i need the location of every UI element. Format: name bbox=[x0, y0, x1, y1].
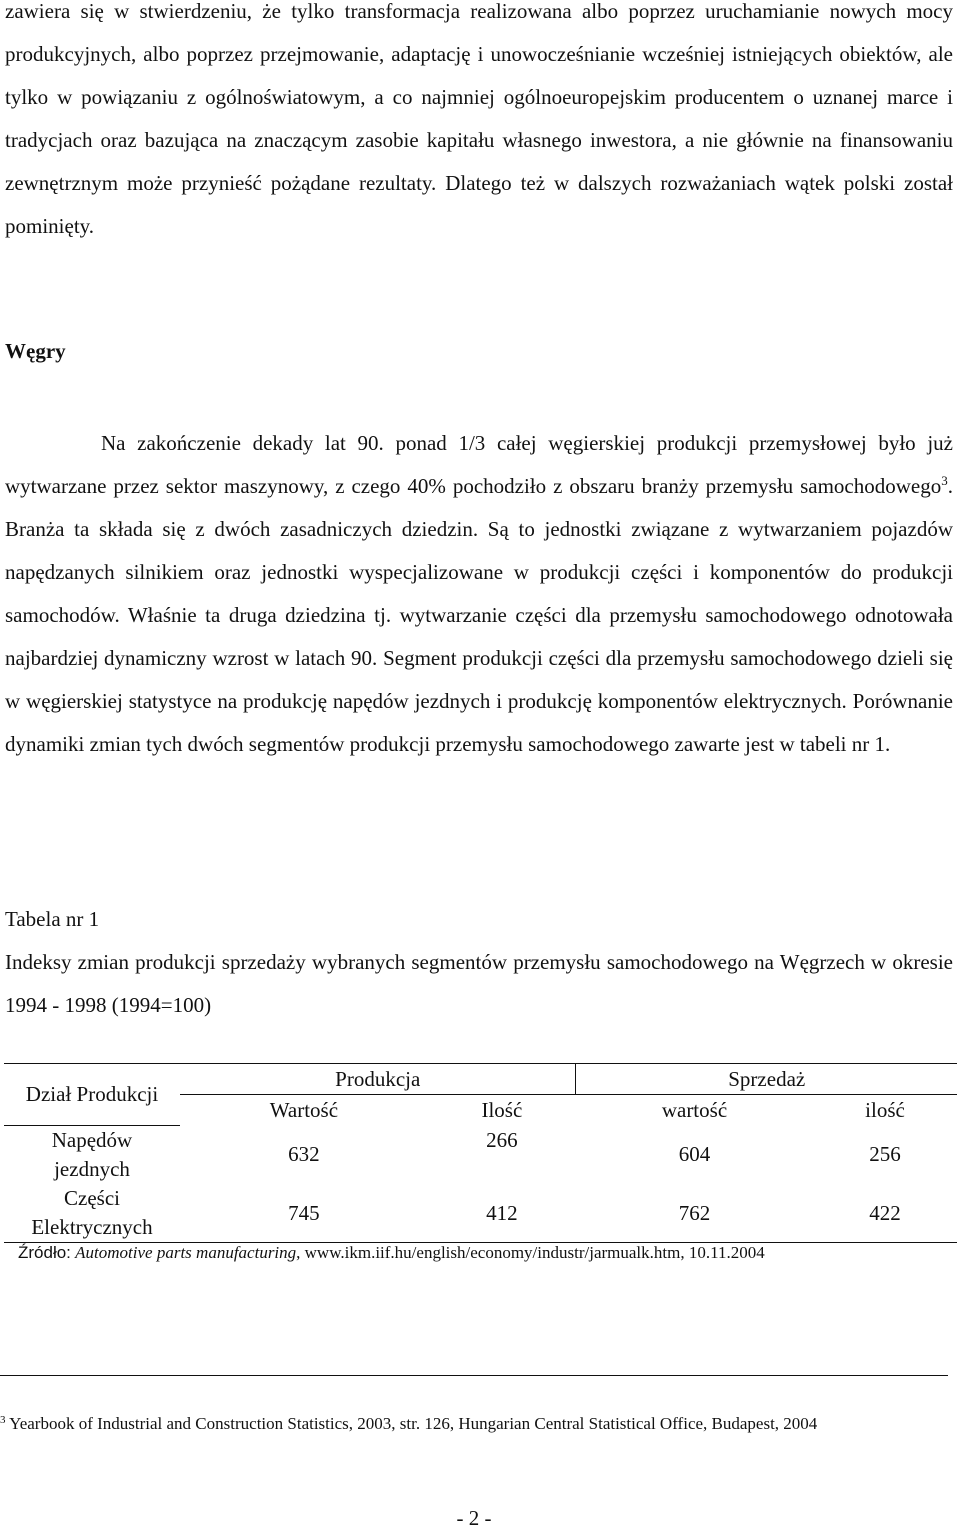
table-cell: 604 bbox=[678, 1142, 711, 1167]
production-index-table bbox=[4, 1063, 957, 1243]
row-label-line: jezdnych bbox=[54, 1156, 130, 1181]
hungary-paragraph-part-a: Na zakończenie dekady lat 90. ponad 1/3 całej węgierskiej produkcji przemysłowej było już wytwarzane przez sektor maszynowy, z czego 40% pochodziło z obszaru branży przemysłu samochodowego bbox=[5, 431, 953, 498]
table-cell bbox=[428, 1125, 576, 1184]
table-cell: 412 bbox=[428, 1184, 576, 1243]
source-title: Automotive parts manufacturing bbox=[75, 1243, 297, 1262]
table-row bbox=[4, 1184, 957, 1243]
footnote-number: 3 bbox=[0, 1414, 6, 1426]
row-label-line: Części bbox=[64, 1185, 120, 1210]
table-cell-value: 266 bbox=[486, 1128, 518, 1153]
row-label bbox=[4, 1125, 180, 1184]
hungary-paragraph-part-b: . Branża ta składa się z dwóch zasadniczych dziedzin. Są to jednostki związane z wytwarzaniem pojazdów napędzanych silnikiem oraz jednostki wyspecjalizowane w produkcji części i komponentów do produkcji samochodów. Właśnie ta druga dziedzina tj. wytwarzanie części dla przemysłu samochodowego odnotowała najbardziej dynamiczny wzrost w latach 90. Segment produkcji części dla przemysłu samochodowego dzieli się w węgierskiej statystyce na produkcję napędów jezdnych i produkcję komponentów elektrycznych. Porównanie dynamiki zmian tych dwóch segmentów produkcji przemysłu samochodowego zawarte jest w tabeli nr 1. bbox=[5, 474, 953, 756]
subheader-cell: Ilość bbox=[481, 1098, 523, 1122]
group-header-production: Produkcja bbox=[180, 1064, 576, 1095]
table-cell: 745 bbox=[180, 1184, 428, 1243]
table-header-row bbox=[4, 1064, 957, 1095]
page-number: - 2 - bbox=[456, 1506, 492, 1530]
table-caption: Indeksy zmian produkcji sprzedaży wybranych segmentów przemysłu samochodowego na Węgrzech w okresie 1994 - 1998 (1994=100) bbox=[5, 950, 953, 1017]
row-label bbox=[4, 1184, 180, 1243]
footnote bbox=[0, 1412, 900, 1436]
section-heading-hungary: Węgry bbox=[5, 339, 66, 363]
table-cell: 762 bbox=[576, 1184, 813, 1243]
intro-paragraph: zawiera się w stwierdzeniu, że tylko transformacja realizowana albo poprzez uruchamianie nowych mocy produkcyjnych, albo poprzez przejmowanie, adaptację i unowocześnianie wcześniej istniejących obiektów, ale tylko w powiązaniu z ogólnoświatowym, a co najmniej ogólnoeuropejskim producentem o uznanej marce i tradycjach oraz bazująca na znaczącym zasobie kapitału własnego inwestora, a nie głównie na finansowaniu zewnętrznym może przynieść pożądane rezultaty. Dlatego też w dalszych rozważaniach wątek polski został pominięty. bbox=[5, 0, 953, 238]
row-label-line: Elektrycznych bbox=[31, 1214, 153, 1239]
source-url[interactable]: , www.ikm.iif.hu/english/economy/industr/jarmualk.htm, 10.11.2004 bbox=[296, 1243, 765, 1262]
row-label-line: Napędów bbox=[51, 1127, 133, 1152]
table-source bbox=[18, 1241, 765, 1265]
footnote-reference[interactable]: 3 bbox=[941, 473, 948, 488]
table-cell: 632 bbox=[288, 1142, 320, 1167]
subheader-cell: ilość bbox=[865, 1098, 905, 1122]
footnote-text: Yearbook of Industrial and Construction Statistics, 2003, str. 126, Hungarian Central Statistical Office, Budapest, 2004 bbox=[9, 1414, 818, 1433]
table-cell: 422 bbox=[813, 1184, 957, 1243]
table-label: Tabela nr 1 bbox=[5, 907, 100, 931]
subheader-cell: wartość bbox=[661, 1098, 728, 1122]
table-cell: 256 bbox=[869, 1142, 901, 1167]
footnote-divider bbox=[0, 1375, 948, 1376]
table-row bbox=[4, 1125, 957, 1184]
hungary-paragraph bbox=[5, 422, 953, 766]
group-header-sales: Sprzedaż bbox=[576, 1064, 957, 1095]
dept-header: Dział Produkcji bbox=[4, 1064, 180, 1126]
source-label: Źródło: bbox=[18, 1243, 71, 1262]
subheader-cell: Wartość bbox=[269, 1098, 339, 1122]
